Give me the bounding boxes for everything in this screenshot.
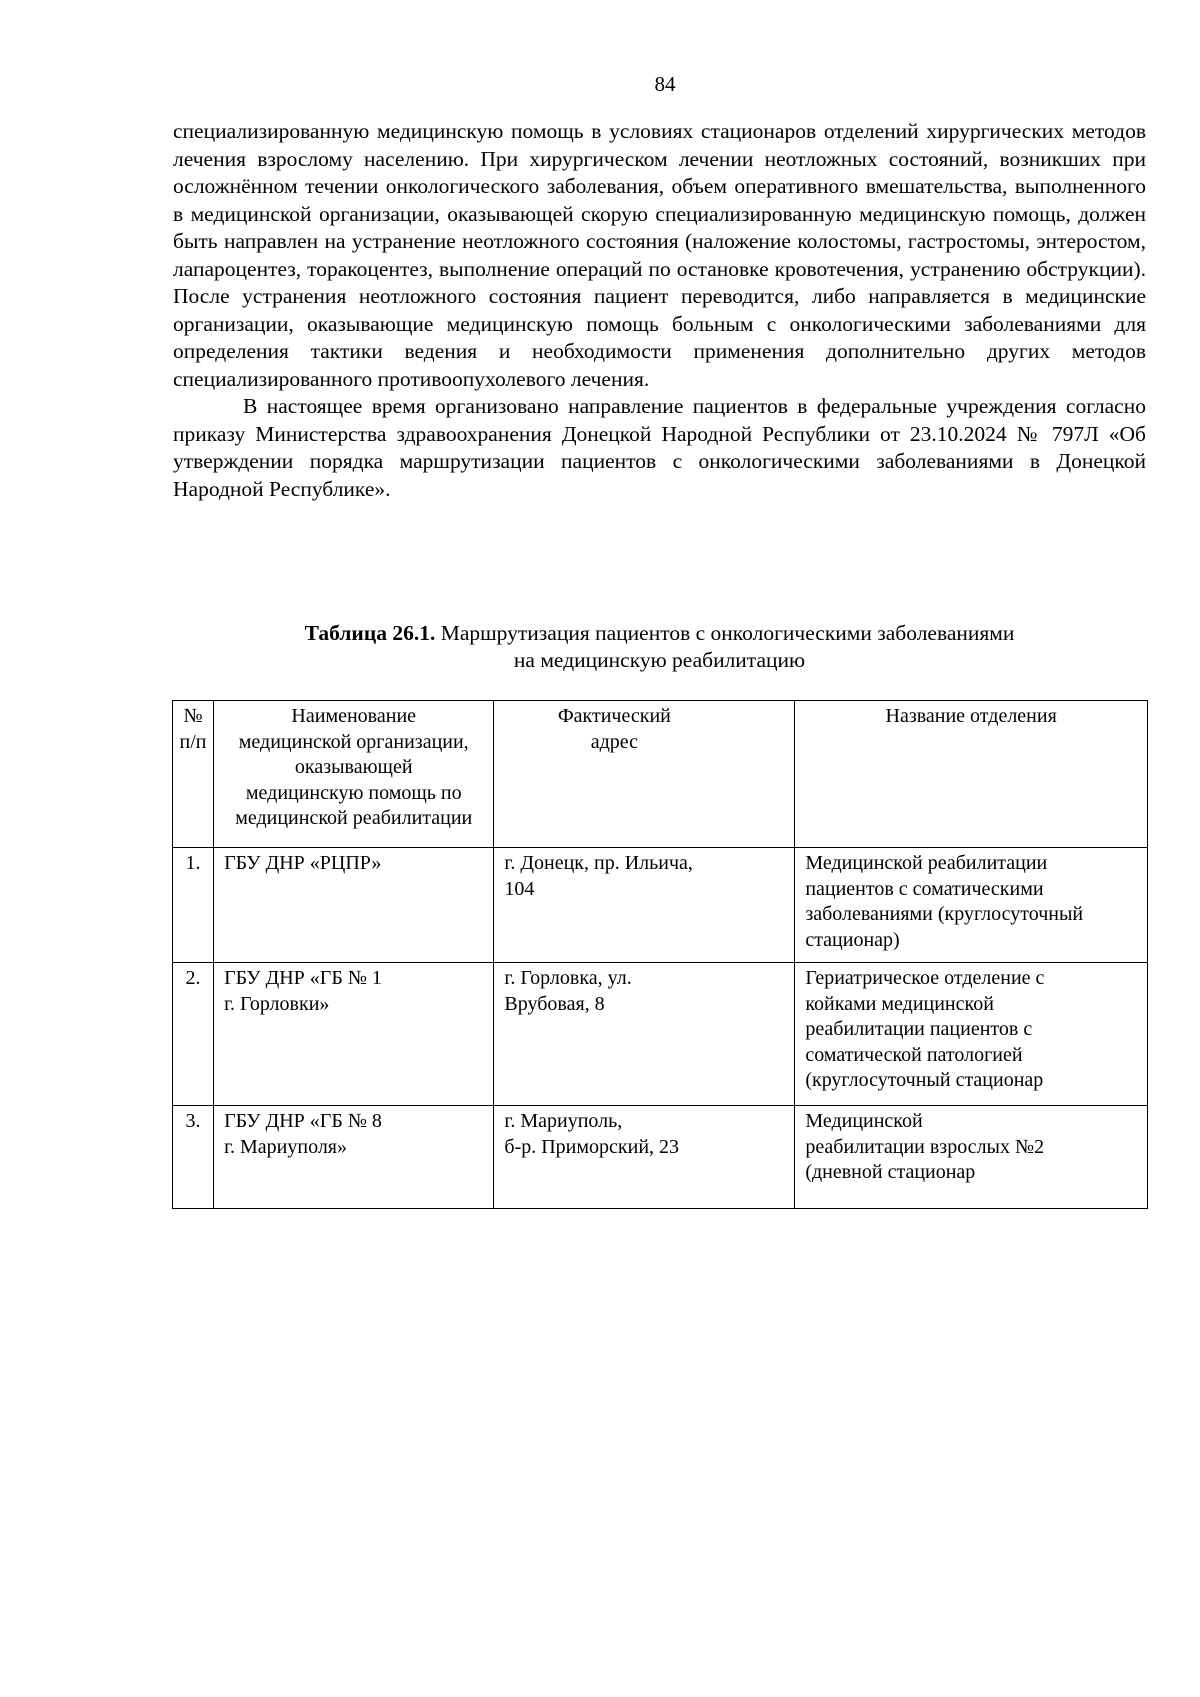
table-caption-line-1 bbox=[173, 620, 1146, 647]
table-caption bbox=[173, 620, 1146, 674]
row-organization-name: ГБУ ДНР «РЦПР» bbox=[214, 848, 494, 963]
row-address: г. Горловка, ул. Врубовая, 8 bbox=[494, 963, 795, 1106]
body-text bbox=[173, 118, 1146, 503]
row-department: Гериатрическое отделение с койками медицинской реабилитации пациентов с соматической патологией (круглосуточный стационар bbox=[795, 963, 1148, 1106]
row-organization-name: ГБУ ДНР «ГБ № 8 г. Мариуполя» bbox=[214, 1106, 494, 1209]
paragraph-federal-referral: В настоящее время организовано направление пациентов в федеральные учреждения согласно приказу Министерства здравоохранения Донецкой Народной Республики от 23.10.2024 № 797Л «Об утверждении порядка маршрутизации пациентов с онкологическими заболеваниями в Донецкой Народной Республике». bbox=[173, 394, 1146, 501]
table-row bbox=[173, 1106, 1148, 1209]
header-department: Название отделения bbox=[795, 701, 1148, 848]
header-address: Фактический адрес bbox=[494, 701, 795, 848]
row-address: г. Мариуполь, б-р. Приморский, 23 bbox=[494, 1106, 795, 1209]
page-number: 84 bbox=[654, 72, 676, 96]
table-title: Маршрутизация пациентов с онкологическими заболеваниями bbox=[435, 621, 1015, 645]
row-num: 3. bbox=[173, 1106, 214, 1209]
rehabilitation-routing-table bbox=[172, 700, 1148, 1209]
table-caption-line-2: на медицинскую реабилитацию bbox=[513, 648, 806, 672]
paragraph-surgical-care: специализированную медицинскую помощь в условиях стационаров отделений хирургических методов лечения взрослому населению. При хирургическом лечении неотложных состояний, возникших при осложнённом течении онкологического заболевания, объем оперативного вмешательства, выполненного в медицинской организации, оказывающей скорую специализированную медицинскую помощь, должен быть направлен на устранение неотложного состояния (наложение колостомы, гастростомы, энтеростом, лапароцентез, торакоцентез, выполнение операций по остановке кровотечения, устранению обструкции). После устранения неотложного состояния пациент переводится, либо направляется в медицинские организации, оказывающие медицинскую помощь больным с онкологическими заболеваниями для определения тактики ведения и необходимости применения дополнительно других методов специализированного противоопухолевого лечения. bbox=[173, 119, 1146, 391]
row-department: Медицинской реабилитации пациентов с соматическими заболеваниями (круглосуточный стационар) bbox=[795, 848, 1148, 963]
row-num: 2. bbox=[173, 963, 214, 1106]
header-organization-name: Наименование медицинской организации, оказывающей медицинскую помощь по медицинской реабилитации bbox=[214, 701, 494, 848]
row-address: г. Донецк, пр. Ильича, 104 bbox=[494, 848, 795, 963]
row-num: 1. bbox=[173, 848, 214, 963]
table-number: Таблица 26.1. bbox=[304, 621, 436, 645]
table-row bbox=[173, 963, 1148, 1106]
header-num: № п/п bbox=[173, 701, 214, 848]
row-department: Медицинской реабилитации взрослых №2 (дневной стационар bbox=[795, 1106, 1148, 1209]
table-header-row bbox=[173, 701, 1148, 848]
table-row bbox=[173, 848, 1148, 963]
row-organization-name: ГБУ ДНР «ГБ № 1 г. Горловки» bbox=[214, 963, 494, 1106]
